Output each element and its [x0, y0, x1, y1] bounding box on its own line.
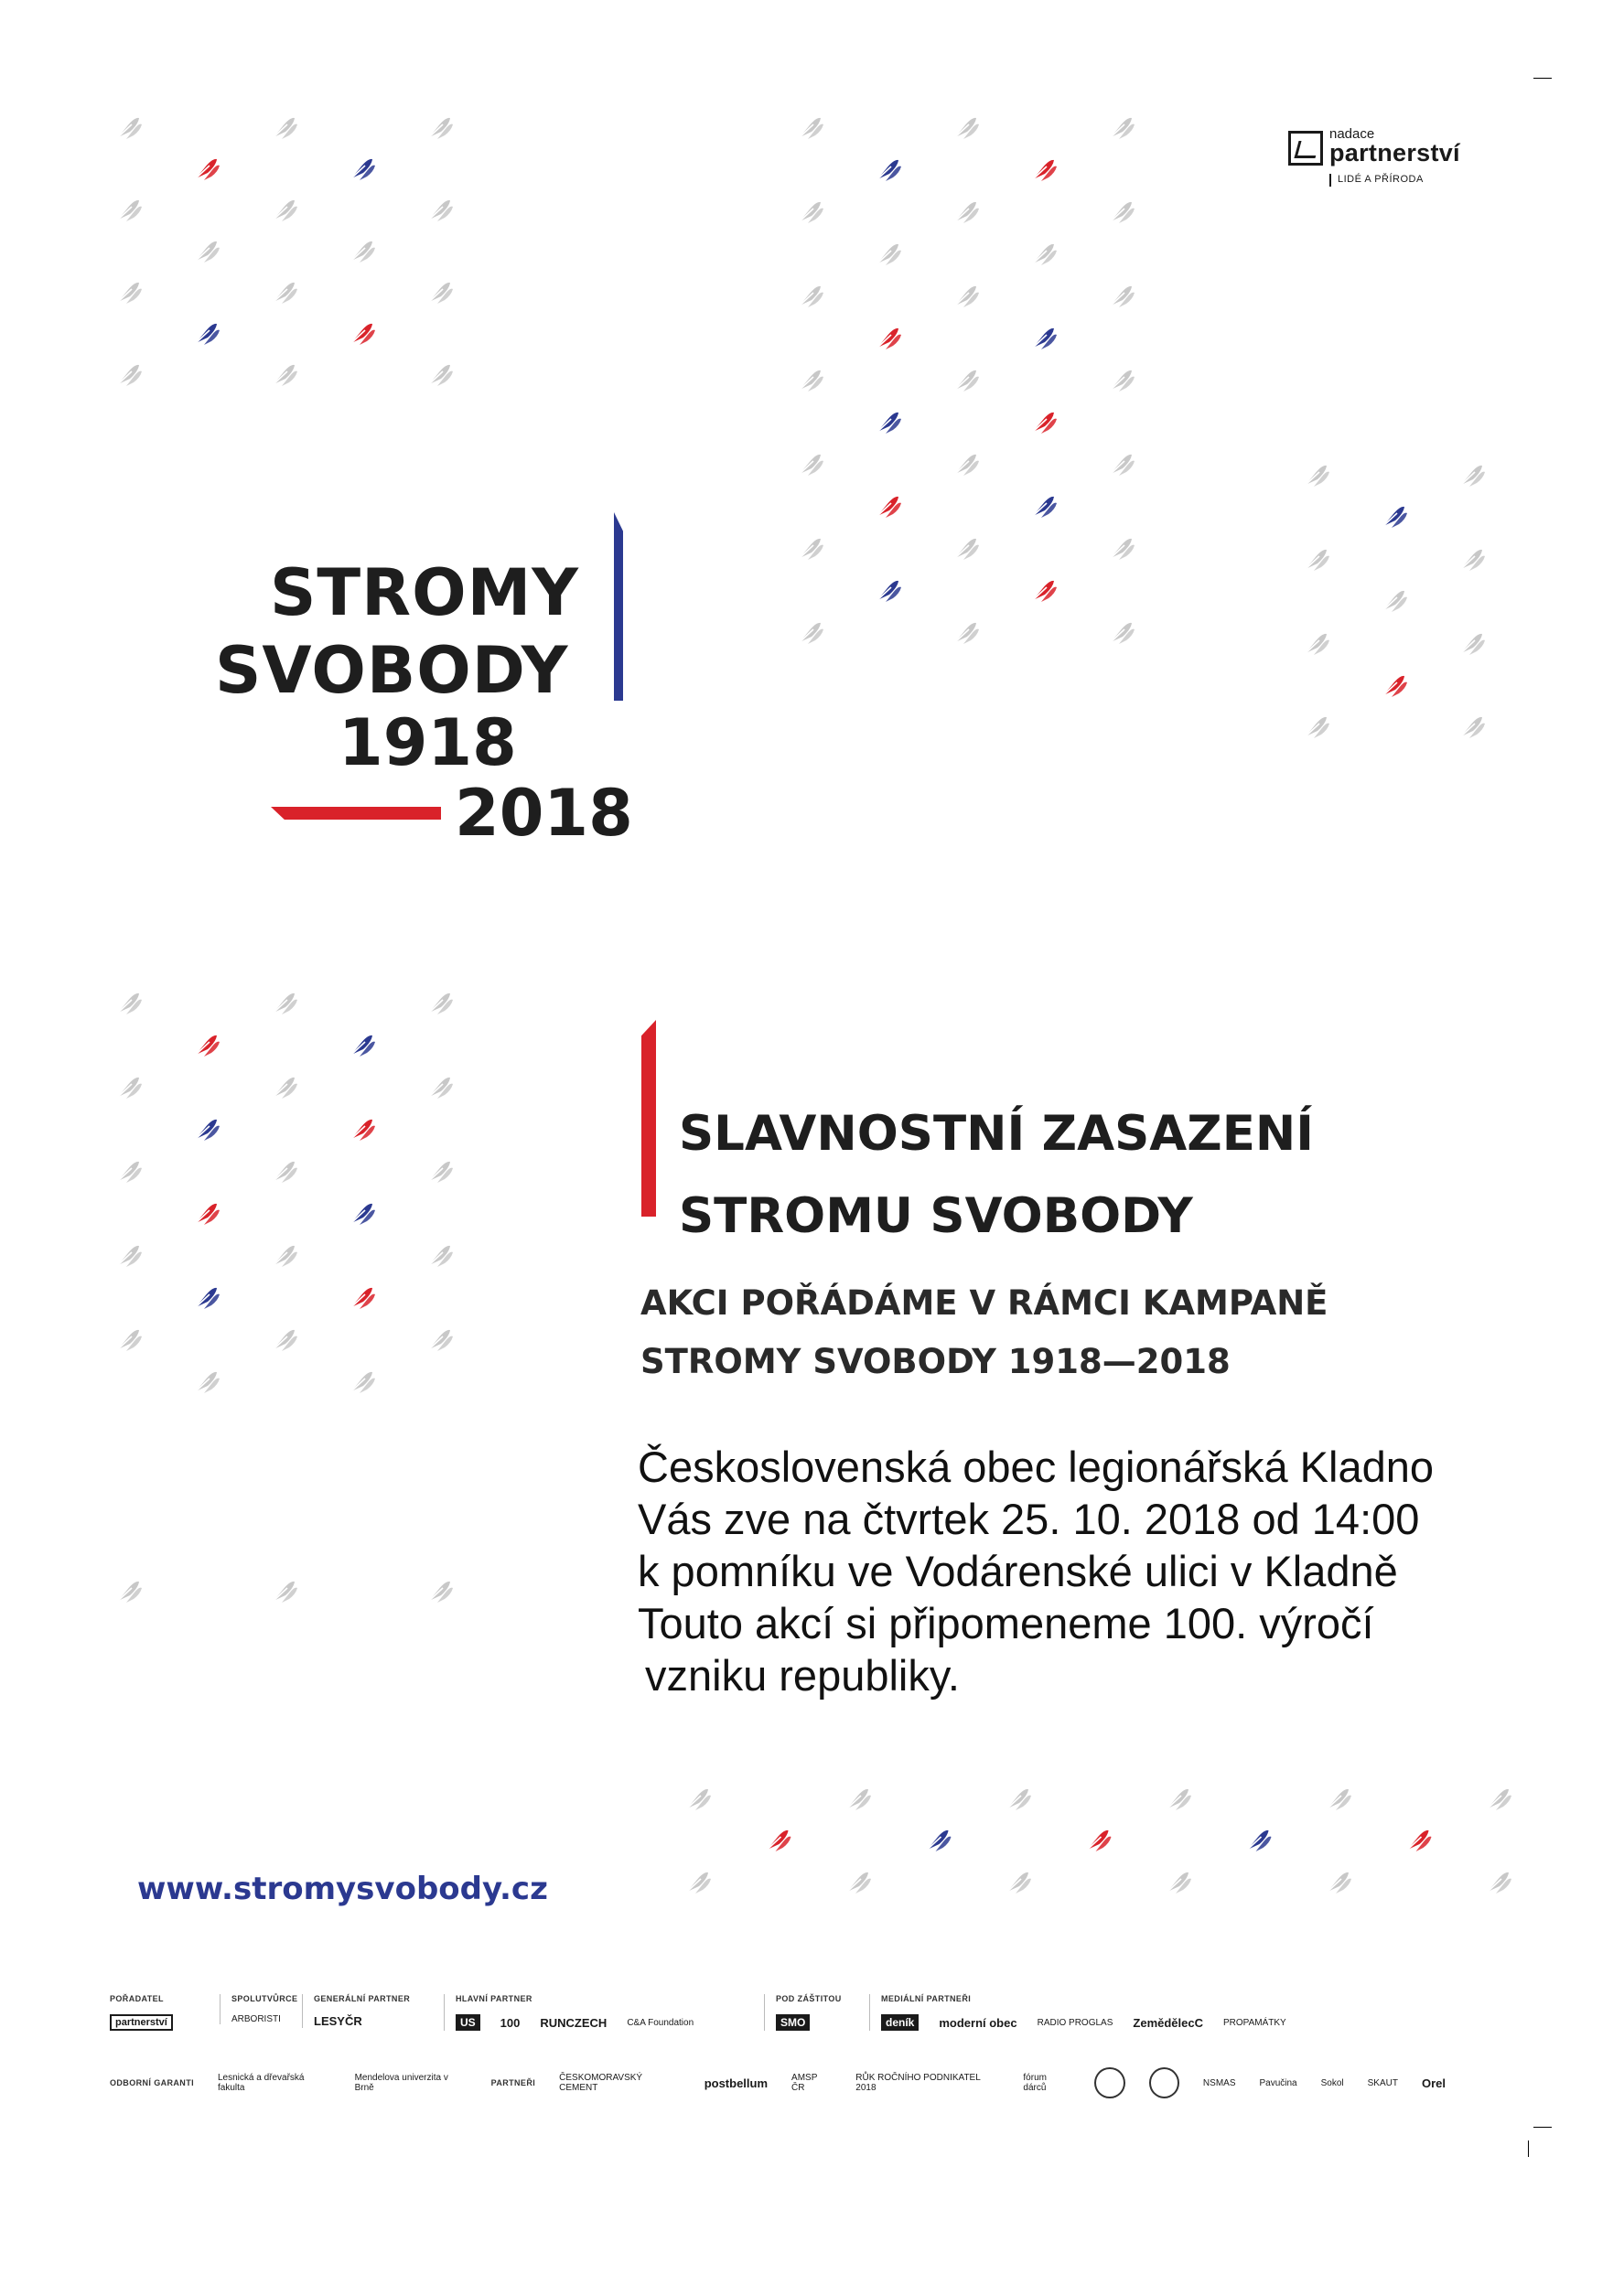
- partner-logo: ARBORISTI: [231, 2014, 281, 2024]
- leaf-icon: [928, 1830, 952, 1851]
- crop-mark-bottom: [1533, 2127, 1552, 2128]
- leaf-icon: [274, 365, 297, 386]
- partner-logo: Sokol: [1320, 2077, 1344, 2088]
- leaf-icon: [1033, 581, 1057, 602]
- crop-mark-bottom-vertical: [1528, 2140, 1529, 2157]
- leaf-icon: [800, 539, 823, 560]
- leaf-icon: [955, 370, 979, 392]
- invitation-line-2: Vás zve na čtvrtek 25. 10. 2018 od 14:00: [638, 1495, 1420, 1543]
- leaf-icon: [955, 118, 979, 139]
- leaf-icon: [118, 1078, 142, 1099]
- leaf-icon: [955, 455, 979, 476]
- leaf-icon: [1306, 550, 1329, 571]
- leaf-icon: [1167, 1789, 1191, 1810]
- leaf-icon: [429, 283, 453, 304]
- leaf-icon: [1383, 507, 1407, 528]
- leaf-icon: [118, 1246, 142, 1267]
- partner-logo: postbellum: [704, 2076, 769, 2090]
- leaf-icon: [429, 365, 453, 386]
- campaign-logo-line1: STROMY: [270, 555, 579, 630]
- leaf-icon: [877, 328, 901, 349]
- leaf-icon: [1488, 1789, 1511, 1810]
- partner-logo: C&A Foundation: [627, 2017, 694, 2028]
- leaf-icon: [768, 1830, 791, 1851]
- leaf-icon: [118, 118, 142, 139]
- leaf-icon: [118, 365, 142, 386]
- invitation-line-3: k pomníku ve Vodárenské ulici v Kladně: [638, 1547, 1398, 1595]
- campaign-logo-year2: 2018: [455, 776, 633, 851]
- leaf-icon: [1033, 413, 1057, 434]
- leaf-icon: [800, 286, 823, 307]
- leaf-icon: [351, 1120, 375, 1141]
- leaf-icon: [118, 1330, 142, 1351]
- leaf-icon: [877, 413, 901, 434]
- crop-mark-top: [1533, 78, 1552, 79]
- leaf-icon: [955, 623, 979, 644]
- leaf-icon: [118, 200, 142, 221]
- leaf-icon: [351, 1288, 375, 1309]
- partner-logo: NSMAS: [1202, 2077, 1236, 2088]
- leaf-icon: [1111, 202, 1135, 223]
- partner-group-label: GENERÁLNÍ PARTNER: [314, 1994, 411, 2003]
- partner-group-label: PARTNEŘI: [490, 2078, 536, 2087]
- partner-logo: SMO: [776, 2014, 810, 2031]
- leaf-icon: [351, 324, 375, 345]
- event-title-line2: STROMU SVOBODY: [679, 1188, 1193, 1244]
- leaf-icon: [118, 1582, 142, 1603]
- leaf-icon: [1306, 466, 1329, 487]
- leaf-icon: [274, 993, 297, 1014]
- leaf-icon: [1328, 1872, 1351, 1894]
- leaf-icon: [1306, 634, 1329, 655]
- leaf-icon: [429, 1078, 453, 1099]
- leaf-icon: [429, 993, 453, 1014]
- leaf-icon: [1007, 1789, 1031, 1810]
- partner-group-media: [869, 1994, 1286, 2031]
- leaf-icon: [196, 1035, 220, 1057]
- leaf-icon: [877, 581, 901, 602]
- leaf-icon: [1111, 539, 1135, 560]
- leaf-icon: [1033, 497, 1057, 518]
- partner-logo: Pavučina: [1259, 2077, 1297, 2088]
- leaf-icon: [1461, 717, 1485, 738]
- partner-group-label: POD ZÁŠTITOU: [776, 1994, 842, 2003]
- leaf-icon: [800, 455, 823, 476]
- leaf-icon: [274, 1582, 297, 1603]
- leaf-icon: [955, 539, 979, 560]
- leaf-icon: [955, 202, 979, 223]
- leaf-icon: [1383, 591, 1407, 612]
- leaf-icon: [274, 200, 297, 221]
- leaf-icon: [1306, 717, 1329, 738]
- logo-sub-text: LIDÉ A PŘÍRODA: [1338, 174, 1424, 185]
- partner-group-main: [444, 1994, 694, 2031]
- leaf-icon: [118, 1162, 142, 1183]
- leaf-icon: [196, 1204, 220, 1225]
- partner-logo: Mendelova univerzita v Brně: [354, 2073, 448, 2093]
- leaf-icon: [196, 241, 220, 263]
- leaf-icon: [196, 324, 220, 345]
- partner-group-patronage: [764, 1994, 842, 2031]
- partner-logo: Lesnická a dřevařská fakulta: [218, 2073, 305, 2093]
- leaf-icon: [1111, 286, 1135, 307]
- leaf-icon: [351, 1035, 375, 1057]
- leaf-icon: [429, 1330, 453, 1351]
- event-title: [679, 1093, 1314, 1258]
- campaign-logo-line2: SVOBODY: [215, 633, 569, 708]
- leaf-icon: [429, 1246, 453, 1267]
- partner-row-2: [110, 2067, 1446, 2098]
- partner-logo: RŮK ROČNÍHO PODNIKATEL 2018: [855, 2073, 981, 2093]
- partner-logo: ZemědělecC: [1133, 2015, 1203, 2030]
- partner-logo: SKAUT: [1367, 2077, 1398, 2088]
- campaign-note-line2: STROMY SVOBODY 1918—2018: [640, 1342, 1231, 1381]
- leaf-icon: [1111, 455, 1135, 476]
- partner-logo: US: [456, 2014, 480, 2031]
- leaf-icon: [274, 1330, 297, 1351]
- invitation-text: [638, 1441, 1434, 1701]
- leaf-icon: [1167, 1872, 1191, 1894]
- partner-group-cocreator: [220, 1994, 297, 2024]
- logo-sub-divider: [1329, 174, 1331, 187]
- leaf-icon: [196, 1288, 220, 1309]
- partners-strip: [110, 1994, 1446, 2131]
- partner-logo: ČESKOMORAVSKÝ CEMENT: [559, 2073, 643, 2093]
- leaf-icon: [351, 159, 375, 180]
- leaf-icon: [800, 370, 823, 392]
- leaf-icon: [1088, 1830, 1112, 1851]
- campaign-logo-blue-bar: [614, 512, 623, 701]
- leaf-icon: [1033, 160, 1057, 181]
- invitation-line-5: vzniku republiky.: [645, 1651, 960, 1700]
- leaf-icon: [687, 1872, 711, 1894]
- logo-big-text: partnerství: [1329, 139, 1460, 166]
- leaf-icon: [1007, 1872, 1031, 1894]
- leaf-icon: [274, 1246, 297, 1267]
- partner-logo: deník: [881, 2014, 919, 2031]
- seal-icon: [1094, 2067, 1124, 2098]
- leaf-icon: [847, 1789, 871, 1810]
- leaf-icon: [877, 160, 901, 181]
- leaf-icon: [1461, 550, 1485, 571]
- leaf-icon: [429, 118, 453, 139]
- event-title-line1: SLAVNOSTNÍ ZASAZENÍ: [679, 1106, 1314, 1162]
- leaf-icon: [1248, 1830, 1272, 1851]
- leaf-icon: [1488, 1872, 1511, 1894]
- event-title-red-bar: [641, 1020, 656, 1217]
- invitation-line-4: Touto akcí si připomeneme 100. výročí: [638, 1599, 1374, 1647]
- partner-logo: PROPAMÁTKY: [1223, 2017, 1286, 2028]
- leaf-icon: [877, 244, 901, 265]
- leaf-icon: [800, 202, 823, 223]
- leaf-icon: [1383, 676, 1407, 697]
- partner-logo: 100: [500, 2015, 521, 2030]
- leaf-icon: [800, 118, 823, 139]
- leaf-icon: [1033, 244, 1057, 265]
- leaf-icon: [429, 1162, 453, 1183]
- campaign-note-line1: AKCI POŘÁDÁME V RÁMCI KAMPANĚ: [640, 1283, 1328, 1323]
- seal-icon: [1149, 2067, 1179, 2098]
- campaign-logo-red-line: [271, 807, 441, 820]
- leaf-icon: [274, 283, 297, 304]
- partner-logo: moderní obec: [939, 2015, 1017, 2030]
- partner-group-label: SPOLUTVŮRCE: [231, 1994, 298, 2003]
- website-link[interactable]: www.stromysvobody.cz: [137, 1871, 548, 1907]
- leaf-icon: [955, 286, 979, 307]
- partner-logo: RADIO PROGLAS: [1037, 2017, 1113, 2028]
- nadace-partnerstvi-logo: [1288, 128, 1480, 192]
- leaf-icon: [1408, 1830, 1432, 1851]
- leaf-icon: [1033, 328, 1057, 349]
- leaf-icon: [429, 200, 453, 221]
- partner-logo: AMSP ČR: [791, 2073, 818, 2093]
- leaf-icon: [877, 497, 901, 518]
- leaf-icon: [687, 1789, 711, 1810]
- logo-small-text: nadace: [1329, 126, 1375, 142]
- leaf-icon: [1461, 466, 1485, 487]
- campaign-note: [640, 1274, 1328, 1391]
- partner-group-label: ODBORNÍ GARANTI: [110, 2078, 194, 2087]
- leaf-icon: [196, 159, 220, 180]
- partner-group-label: POŘADATEL: [110, 1994, 164, 2003]
- leaf-icon: [274, 118, 297, 139]
- leaf-icon: [1111, 118, 1135, 139]
- campaign-logo-year1: 1918: [339, 705, 517, 780]
- leaf-icon: [196, 1120, 220, 1141]
- leaf-icon: [196, 1372, 220, 1393]
- leaf-icon: [351, 241, 375, 263]
- invitation-line-1: Československá obec legionářská Kladno: [638, 1443, 1435, 1491]
- partner-logo: RUNCZECH: [540, 2015, 608, 2030]
- partner-logo: fórum dárců: [1023, 2073, 1047, 2093]
- leaf-icon: [1111, 623, 1135, 644]
- leaf-icon: [800, 623, 823, 644]
- partnerstvi-logo-icon: [1288, 131, 1323, 166]
- leaf-icon: [351, 1372, 375, 1393]
- partner-logo: partnerství: [110, 2014, 173, 2031]
- leaf-icon: [1111, 370, 1135, 392]
- partner-group-general: [302, 1994, 410, 2028]
- partner-group-label: HLAVNÍ PARTNER: [456, 1994, 532, 2003]
- leaf-icon: [429, 1582, 453, 1603]
- partner-logo: LESYČR: [314, 2014, 362, 2028]
- leaf-icon: [274, 1078, 297, 1099]
- leaf-icon: [351, 1204, 375, 1225]
- leaf-icon: [274, 1162, 297, 1183]
- leaf-icon: [847, 1872, 871, 1894]
- leaf-icon: [1461, 634, 1485, 655]
- leaf-icon: [118, 993, 142, 1014]
- partner-group-organizer: [110, 1994, 173, 2031]
- leaf-icon: [1328, 1789, 1351, 1810]
- partner-group-label: MEDIÁLNÍ PARTNEŘI: [881, 1994, 972, 2003]
- partner-logo: Orel: [1421, 2076, 1446, 2090]
- leaf-icon: [118, 283, 142, 304]
